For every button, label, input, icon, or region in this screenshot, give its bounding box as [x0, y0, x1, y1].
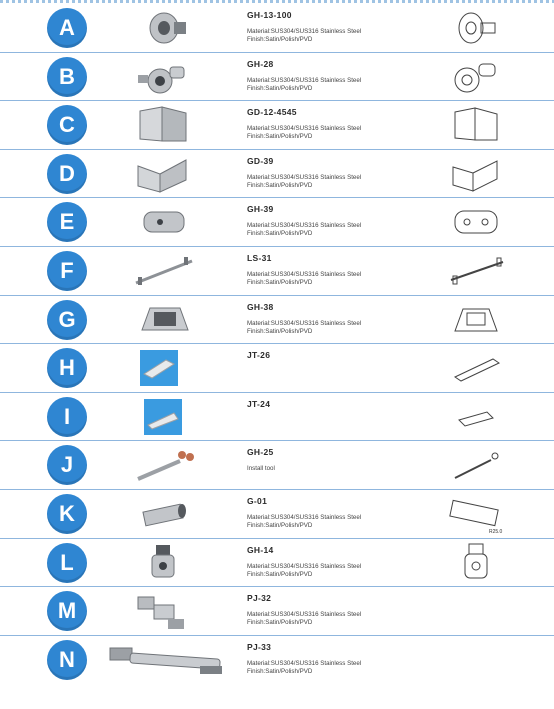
connector-knob-icon	[130, 57, 198, 97]
product-row	[0, 101, 554, 150]
cylinder-connector-icon	[130, 202, 198, 242]
glass-guide-drawing-icon	[445, 299, 507, 341]
product-row	[0, 4, 554, 53]
product-code: LS-31	[247, 252, 272, 263]
product-row	[0, 490, 554, 539]
finish-text: Finish:Satin/Polish/PVD	[247, 181, 313, 189]
letter-badge: I	[47, 397, 87, 437]
material-text: Material:SUS304/SUS316 Stainless Steel	[247, 562, 362, 570]
tube-radius-label: R25.0	[489, 528, 503, 535]
bracket-icon	[130, 591, 198, 631]
material-text: Material:SUS304/SUS316 Stainless Steel	[247, 125, 362, 133]
finish-text: Finish:Satin/Polish/PVD	[247, 84, 313, 92]
material-text: Material:SUS304/SUS316 Stainless Steel	[247, 513, 362, 521]
tube-icon	[130, 494, 198, 534]
corner-clamp-drawing-icon	[445, 153, 507, 195]
material-text: Material:SUS304/SUS316 Stainless Steel	[247, 28, 362, 35]
product-row	[0, 587, 554, 636]
connector-knob-drawing-icon	[445, 56, 507, 98]
product-code: G-01	[247, 495, 268, 506]
material-text: Material:SUS304/SUS316 Stainless Steel	[247, 222, 362, 230]
letter-badge: G	[47, 300, 87, 340]
letter-badge: B	[47, 57, 87, 97]
product-row	[0, 198, 554, 247]
finish-text: Finish:Satin/Polish/PVD	[247, 36, 313, 43]
letter-badge: C	[47, 105, 87, 145]
product-code: JT-24	[247, 398, 271, 409]
material-text: Material:SUS304/SUS316 Stainless Steel	[247, 319, 362, 327]
glass-clamp-icon	[130, 105, 198, 145]
product-row	[0, 247, 554, 296]
flat-seal-drawing-icon	[445, 396, 507, 438]
product-code: GH-38	[247, 301, 274, 312]
finish-text: Finish:Satin/Polish/PVD	[247, 327, 313, 335]
letter-badge: J	[47, 445, 87, 485]
product-code: GD-39	[247, 155, 274, 166]
corner-clamp-icon	[130, 154, 198, 194]
install-tool-drawing-icon	[445, 444, 507, 486]
glass-clamp-drawing-icon	[445, 104, 507, 146]
finish-text: Finish:Satin/Polish/PVD	[247, 133, 313, 141]
towel-bar-drawing-icon	[445, 250, 507, 292]
door-closer-arm-icon	[104, 640, 228, 680]
install-tool-icon	[130, 445, 198, 485]
seal-strip-icon	[130, 348, 198, 388]
product-code: GH-25	[247, 447, 274, 458]
material-text: Material:SUS304/SUS316 Stainless Steel	[247, 270, 362, 278]
seal-strip-drawing-icon	[445, 347, 507, 389]
material-text: Material:SUS304/SUS316 Stainless Steel	[247, 173, 362, 181]
roller-wheel-drawing-icon	[445, 7, 507, 49]
pipe-support-drawing-icon	[445, 542, 507, 584]
product-code: PJ-32	[247, 593, 272, 604]
finish-text: Finish:Satin/Polish/PVD	[247, 570, 313, 578]
material-text: Install tool	[247, 465, 275, 473]
product-code: JT-26	[247, 350, 271, 361]
product-code: GH-39	[247, 204, 274, 215]
product-row	[0, 539, 554, 588]
letter-badge: H	[47, 348, 87, 388]
letter-badge: E	[47, 202, 87, 242]
pipe-support-icon	[130, 543, 198, 583]
finish-text: Finish:Satin/Polish/PVD	[247, 521, 313, 529]
product-code: GH-13-100	[247, 10, 292, 20]
finish-text: Finish:Satin/Polish/PVD	[247, 230, 313, 238]
letter-badge: N	[47, 640, 87, 680]
towel-bar-icon	[130, 251, 198, 291]
product-row	[0, 296, 554, 345]
letter-badge: D	[47, 154, 87, 194]
product-row	[0, 393, 554, 442]
flat-seal-icon	[130, 397, 198, 437]
product-row	[0, 441, 554, 490]
letter-badge: L	[47, 543, 87, 583]
product-code: PJ-33	[247, 641, 272, 652]
tube-drawing-icon	[445, 493, 507, 535]
product-row	[0, 344, 554, 393]
finish-text: Finish:Satin/Polish/PVD	[247, 667, 313, 675]
product-row	[0, 150, 554, 199]
product-row	[0, 636, 554, 688]
letter-badge: K	[47, 494, 87, 534]
material-text: Material:SUS304/SUS316 Stainless Steel	[247, 76, 362, 84]
product-code: GH-28	[247, 58, 274, 69]
product-code: GH-14	[247, 544, 274, 555]
top-dotted-border	[0, 0, 554, 3]
letter-badge: A	[47, 8, 87, 48]
finish-text: Finish:Satin/Polish/PVD	[247, 619, 313, 627]
glass-roller-wheel-icon	[130, 8, 198, 48]
product-row	[0, 53, 554, 102]
glass-guide-icon	[130, 300, 198, 340]
letter-badge: F	[47, 251, 87, 291]
letter-badge: M	[47, 591, 87, 631]
material-text: Material:SUS304/SUS316 Stainless Steel	[247, 611, 362, 619]
product-catalog	[0, 4, 554, 688]
material-text: Material:SUS304/SUS316 Stainless Steel	[247, 659, 362, 667]
finish-text: Finish:Satin/Polish/PVD	[247, 278, 313, 286]
cylinder-connector-drawing-icon	[445, 201, 507, 243]
product-code: GD-12-4545	[247, 107, 297, 118]
